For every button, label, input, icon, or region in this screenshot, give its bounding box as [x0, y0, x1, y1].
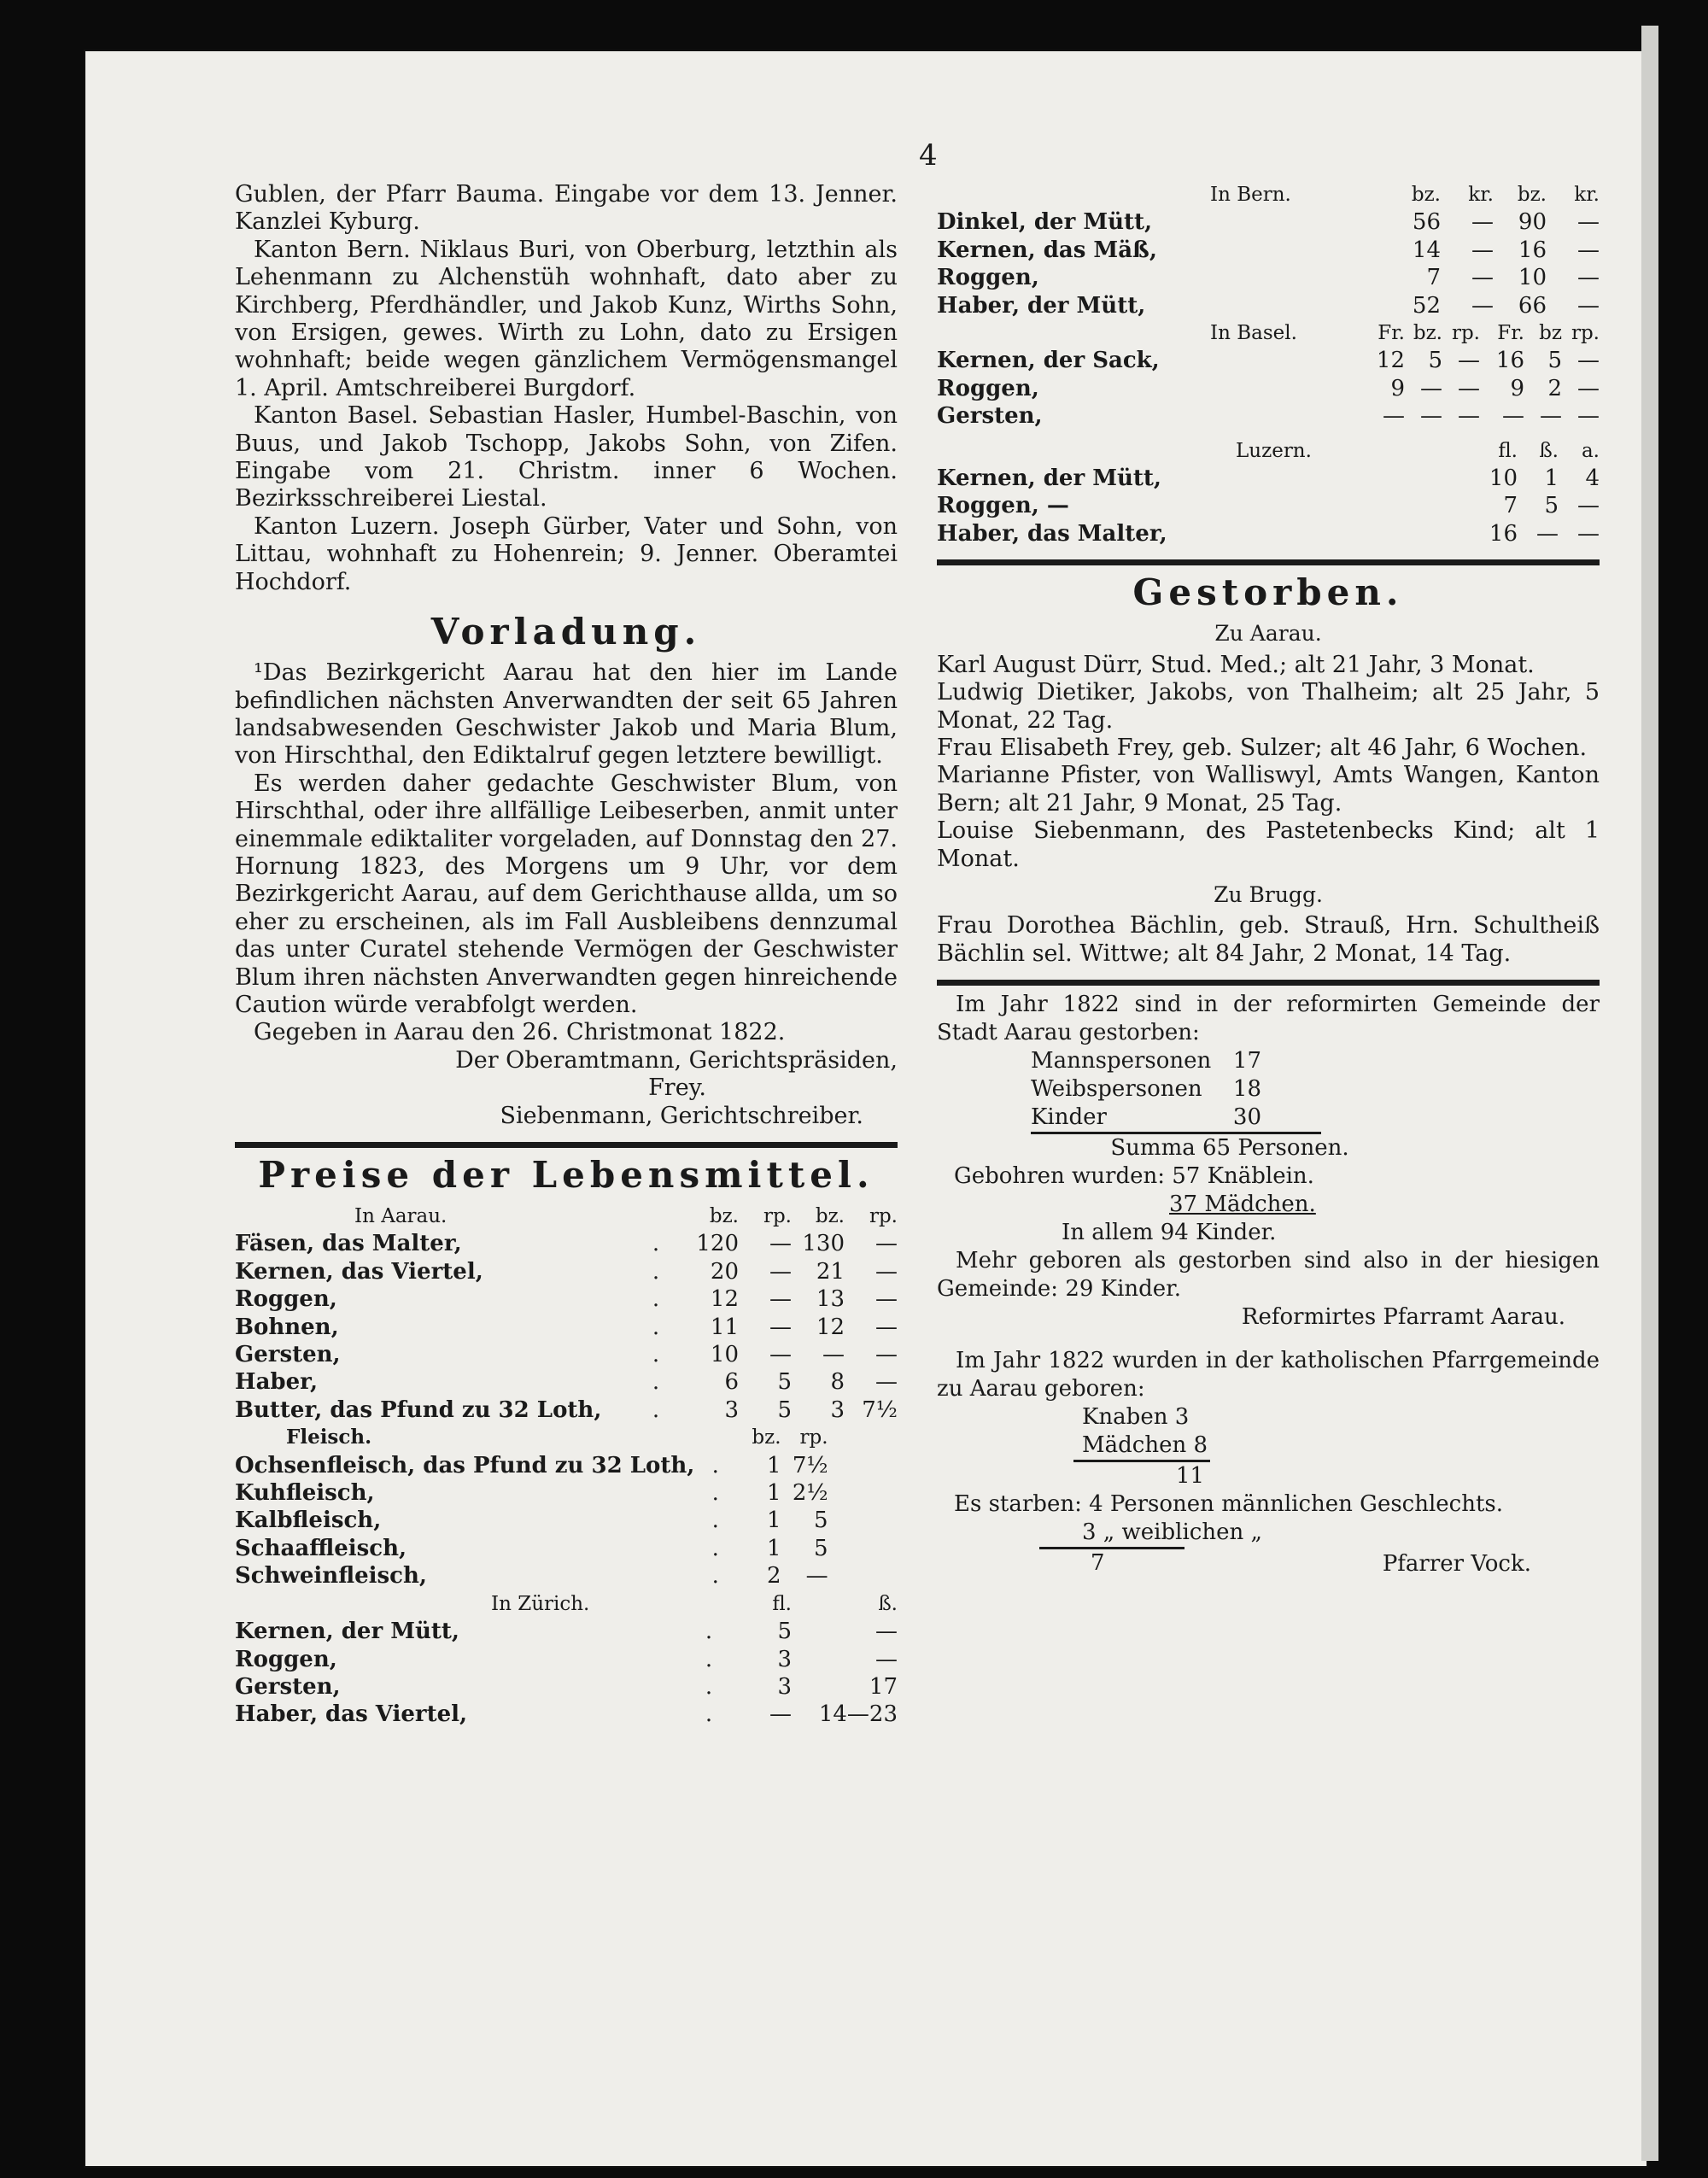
price-value: —	[1536, 520, 1559, 547]
price-value: 5	[777, 1369, 792, 1396]
price-value: 10	[1518, 265, 1547, 291]
prices-luzern-table	[937, 437, 1600, 548]
price-row	[235, 1701, 898, 1728]
price-item: Haber, der Mütt,	[937, 292, 1146, 319]
unit-header: bz.	[1517, 184, 1547, 206]
price-value: 10	[710, 1342, 739, 1368]
leader-dots: .	[711, 1508, 719, 1534]
price-item: Kuhfleisch,	[235, 1480, 375, 1507]
price-row	[937, 237, 1600, 264]
price-value: —	[1577, 292, 1600, 319]
death-entry: Frau Elisabeth Frey, geb. Sulzer; alt 46 Jahr, 6 Wochen.	[937, 734, 1588, 761]
price-value: —	[769, 1286, 792, 1313]
price-value: —	[1471, 237, 1494, 263]
table-header	[937, 319, 1600, 347]
price-value: 5	[777, 1396, 792, 1423]
price-value: —	[1458, 403, 1480, 430]
price-value: 16	[1518, 237, 1547, 263]
unit-header: bz.	[752, 1426, 781, 1449]
unit-header: bz.	[1413, 322, 1442, 345]
price-value: 2½	[792, 1480, 828, 1507]
unit-header: rp.	[1571, 322, 1600, 345]
price-value: 56	[1412, 209, 1441, 236]
stat-died: 3 „ weiblichen „	[1082, 1519, 1262, 1546]
price-value: 4	[1585, 465, 1600, 492]
stat-born: Gebohren wurden: 57 Knäblein.	[954, 1163, 1314, 1190]
unit-header: bz.	[709, 1205, 739, 1227]
price-value: 130	[802, 1231, 845, 1257]
death-entry: Frau Dorothea Bächlin, geb. Strauß, Hrn. Schultheiß Bächlin sel. Wittwe; alt 84 Jahr, 2 Monat, 14 Tag.	[937, 912, 1600, 967]
stat-intro: Im Jahr 1822 wurden in der katholischen Pfarrgemeinde zu Aarau geboren:	[937, 1348, 1600, 1402]
price-value: —	[1383, 403, 1405, 430]
price-value: 120	[696, 1231, 739, 1257]
price-row	[235, 1285, 898, 1313]
stat-row	[1031, 1075, 1261, 1104]
vorladung-signature: Siebenmann, Gerichtschreiber.	[500, 1102, 863, 1129]
stat-died: Es starben: 4 Personen männlichen Geschlechts.	[954, 1491, 1504, 1518]
stat-knaben: Knaben 3	[1082, 1404, 1190, 1431]
price-row	[235, 1646, 898, 1673]
stat-signature: Pfarrer Vock.	[1382, 1551, 1531, 1578]
price-value: —	[1458, 375, 1480, 401]
price-value: 5	[1547, 348, 1562, 374]
price-value: 1	[766, 1480, 781, 1507]
price-value: —	[1471, 292, 1494, 319]
price-value: —	[769, 1701, 792, 1728]
stat-signature: Reformirtes Pfarramt Aarau.	[1241, 1304, 1565, 1331]
death-list-brugg	[937, 912, 1600, 968]
leader-dots: .	[652, 1369, 660, 1396]
spacer	[828, 1562, 898, 1590]
unit-header: rp.	[799, 1426, 828, 1449]
price-value: —	[769, 1231, 792, 1257]
price-row	[937, 465, 1600, 492]
price-value: 11	[710, 1314, 739, 1340]
catholic-statistics	[937, 1347, 1600, 1578]
prices-aarau-table	[235, 1203, 898, 1424]
price-value: —	[875, 1231, 898, 1257]
price-value: 5	[814, 1508, 828, 1534]
vorladung-title: Vorladung.	[430, 611, 702, 653]
price-value: 16	[1495, 348, 1524, 374]
table-header	[937, 181, 1600, 208]
price-value: —	[875, 1342, 898, 1368]
stat-sum: 11	[1176, 1463, 1205, 1490]
price-value: —	[1420, 403, 1442, 430]
unit-header: rp.	[763, 1205, 792, 1227]
notice-paragraph: Kanton Bern. Niklaus Buri, von Oberburg, letzthin als Lehenmann zu Alchenstüh wohnhaft, dato aber zu Kirchberg, Pferdhändler, und Jakob Kunz, Wirths Sohn, von Ersigen, gewes. Wirth zu Lohn, dato zu Ersigen wohnhaft; beide wegen gänzlichem Vermögensmangel 1. April. Amtschreiberei Burgdorf.	[235, 236, 898, 401]
prices-fleisch-table	[235, 1424, 898, 1590]
notice-paragraph: Gublen, der Pfarr Bauma. Eingabe vor dem 13. Jenner. Kanzlei Kyburg.	[235, 181, 898, 236]
price-row	[235, 1562, 898, 1590]
price-row	[937, 264, 1600, 291]
price-row	[235, 1258, 898, 1285]
price-value: —	[1577, 209, 1600, 236]
price-value: —	[875, 1314, 898, 1340]
price-row	[235, 1230, 898, 1257]
price-value: 5	[777, 1619, 792, 1645]
price-item: Kernen, das Viertel,	[235, 1258, 483, 1285]
prices-title: Preise der Lebensmittel.	[258, 1154, 874, 1196]
unit-header: bz.	[1411, 184, 1441, 206]
price-item: Haber, das Viertel,	[235, 1701, 468, 1728]
price-row	[235, 1341, 898, 1368]
price-item: Kernen, der Mütt,	[235, 1619, 459, 1645]
price-value: 5	[1428, 348, 1442, 374]
price-item: Dinkel, der Mütt,	[937, 209, 1153, 236]
price-item: Schweinfleisch,	[235, 1563, 427, 1590]
stat-row	[1031, 1104, 1261, 1132]
leader-dots: .	[711, 1563, 719, 1590]
price-value: 7	[1503, 493, 1518, 519]
price-value: —	[1502, 403, 1524, 430]
price-value: 3	[830, 1396, 845, 1423]
price-value: —	[769, 1258, 792, 1285]
price-item: Haber,	[235, 1369, 318, 1396]
price-value: 1	[766, 1452, 781, 1478]
price-value: 7½	[792, 1452, 828, 1478]
price-value: —	[1577, 348, 1600, 374]
price-row	[937, 402, 1600, 430]
price-item: Kernen, der Sack,	[937, 348, 1160, 374]
location-header: Fleisch.	[286, 1426, 372, 1449]
reformed-statistics	[937, 991, 1600, 1332]
unit-header: Fr.	[1378, 322, 1405, 345]
price-row	[937, 208, 1600, 236]
price-value: —	[875, 1258, 898, 1285]
unit-header: fl.	[772, 1592, 792, 1615]
table-header	[235, 1590, 898, 1618]
stat-value: 18	[1232, 1076, 1261, 1103]
price-row	[235, 1535, 898, 1562]
right-column	[937, 181, 1600, 1578]
price-value: —	[1471, 265, 1494, 291]
price-item: Roggen,	[235, 1286, 337, 1313]
price-value: 12	[1376, 348, 1405, 374]
death-entry: Louise Siebenmann, des Pastetenbecks Kind; alt 1 Monat.	[937, 817, 1600, 872]
price-value: 9	[1510, 375, 1524, 401]
price-item: Roggen,	[937, 375, 1039, 401]
price-row	[235, 1673, 898, 1701]
notice-paragraph: Kanton Luzern. Joseph Gürber, Vater und Sohn, von Littau, wohnhaft zu Hohenrein; 9. Jenner. Oberamtei Hochdorf.	[235, 512, 898, 595]
price-value: 90	[1518, 209, 1547, 236]
leader-dots: .	[705, 1673, 713, 1700]
price-value: 5	[1544, 493, 1559, 519]
stat-died-sum: 7	[1091, 1550, 1105, 1577]
leader-dots: .	[652, 1286, 660, 1313]
stat-label: Mannspersonen	[1031, 1048, 1212, 1074]
price-row	[235, 1368, 898, 1396]
stat-intro: Im Jahr 1822 sind in der reformirten Gemeinde der Stadt Aarau gestorben:	[937, 992, 1600, 1046]
price-row	[937, 520, 1600, 547]
gestorben-title: Gestorben.	[1132, 571, 1404, 614]
stat-label: Weibspersonen	[1031, 1076, 1202, 1103]
price-row	[235, 1479, 898, 1507]
price-value: —	[769, 1314, 792, 1340]
leader-dots: .	[652, 1258, 660, 1285]
price-value: 7	[1426, 265, 1441, 291]
price-value: 13	[816, 1286, 845, 1313]
price-row	[937, 292, 1600, 319]
price-item: Gersten,	[235, 1342, 341, 1368]
price-value: —	[1577, 237, 1600, 263]
price-value: 3	[777, 1646, 792, 1672]
price-value: —	[875, 1286, 898, 1313]
price-item: Roggen, —	[937, 493, 1069, 519]
price-item: Fäsen, das Malter,	[235, 1231, 462, 1257]
price-value: —	[875, 1646, 898, 1672]
death-entry: Ludwig Dietiker, Jakobs, von Thalheim; alt 25 Jahr, 5 Monat, 22 Tag.	[937, 679, 1600, 734]
price-value: 2	[766, 1563, 781, 1590]
price-item: Haber, das Malter,	[937, 520, 1167, 547]
notice-paragraph: Kanton Basel. Sebastian Hasler, Humbel-Baschin, von Buus, und Jakob Tschopp, Jakobs Sohn, von Zifen. Eingabe vom 21. Christm. inner 6 Wochen. Bezirksschreiberei Liestal.	[235, 402, 898, 512]
leader-dots: .	[711, 1452, 719, 1478]
price-value: —	[1471, 209, 1494, 236]
leader-dots: .	[711, 1535, 719, 1561]
section-rule	[937, 980, 1600, 986]
price-value: 14—23	[818, 1701, 898, 1728]
leader-dots: .	[652, 1396, 660, 1423]
price-value: 21	[816, 1258, 845, 1285]
price-row	[235, 1452, 898, 1479]
price-value: 10	[1489, 465, 1518, 492]
price-value: 1	[766, 1535, 781, 1561]
price-value: 8	[830, 1369, 845, 1396]
price-row	[235, 1314, 898, 1341]
stat-summa: Summa 65 Personen.	[1110, 1135, 1349, 1162]
leader-dots: .	[652, 1231, 660, 1257]
price-row	[235, 1396, 898, 1424]
location-header: In Aarau.	[354, 1205, 447, 1227]
stat-row	[1031, 1047, 1261, 1075]
page-number: 4	[919, 138, 938, 173]
price-value: 52	[1412, 292, 1441, 319]
location-header: In Basel.	[1210, 322, 1297, 345]
spacer	[828, 1452, 898, 1479]
unit-header: rp.	[869, 1205, 898, 1227]
table-header	[937, 437, 1600, 465]
price-value: 2	[1547, 375, 1562, 401]
unit-header: kr.	[1468, 184, 1494, 206]
unit-header: ß.	[1539, 439, 1559, 462]
death-list-aarau	[937, 652, 1600, 873]
spacer	[828, 1535, 898, 1562]
price-value: —	[1540, 403, 1562, 430]
price-value: 16	[1489, 520, 1518, 547]
price-value: 14	[1412, 237, 1441, 263]
unit-header: ß.	[878, 1592, 898, 1615]
leader-dots: .	[705, 1619, 713, 1645]
stat-value: 17	[1232, 1048, 1261, 1074]
price-value: —	[875, 1369, 898, 1396]
prices-bern-table	[937, 181, 1600, 319]
vorladung-signature: Der Oberamtmann, Gerichtspräsiden,	[455, 1046, 898, 1074]
vorladung-signature: Frey.	[648, 1074, 706, 1102]
leader-dots: .	[705, 1701, 713, 1728]
stat-label: Kinder	[1031, 1104, 1107, 1131]
spacer	[828, 1479, 898, 1507]
death-entry: Karl August Dürr, Stud. Med.; alt 21 Jahr, 3 Monat.	[937, 651, 1535, 678]
left-column	[235, 181, 898, 1729]
price-value: 20	[710, 1258, 739, 1285]
price-row	[937, 347, 1600, 374]
price-value: 1	[1544, 465, 1559, 492]
price-value: 66	[1518, 292, 1547, 319]
place-subtitle: Zu Aarau.	[1214, 621, 1322, 647]
section-rule	[235, 1142, 898, 1148]
location-header: In Zürich.	[491, 1592, 590, 1615]
price-item: Gersten,	[235, 1673, 341, 1700]
stat-born: 37 Mädchen.	[1169, 1191, 1316, 1218]
leader-dots: .	[705, 1646, 713, 1672]
price-value: 17	[869, 1673, 898, 1700]
unit-header: bz	[1539, 322, 1562, 345]
price-value: —	[1577, 265, 1600, 291]
price-item: Butter, das Pfund zu 32 Loth,	[235, 1396, 602, 1423]
price-item: Kalbfleisch,	[235, 1508, 382, 1534]
price-item: Ochsenfleisch, das Pfund zu 32 Loth,	[235, 1452, 695, 1478]
stat-value: 30	[1232, 1104, 1261, 1131]
stat-more: Mehr geboren als gestorben sind also in der hiesigen Gemeinde: 29 Kinder.	[937, 1248, 1600, 1303]
price-item: Roggen,	[937, 265, 1039, 291]
page-edge	[1641, 26, 1658, 2161]
unit-header: a.	[1581, 439, 1600, 462]
vorladung-paragraph: Es werden daher gedachte Geschwister Blum, von Hirschthal, oder ihre allfällige Leibeserben, anmit unter einemmale ediktaliter vorgeladen, auf Donnstag den 27. Hornung 1823, des Morgens um 9 Uhr, vor dem Bezirkgericht Aarau, auf dem Gerichthause allda, um so eher zu erscheinen, als im Fall Ausbleibens dennzumal das unter Curatel stehende Vermögen der Geschwister Blum ihren nächsten Anverwandten gegen hinreichende Caution würde verabfolgt werden.	[235, 770, 898, 1018]
price-value: 12	[710, 1286, 739, 1313]
price-item: Gersten,	[937, 403, 1043, 430]
price-value: —	[1577, 493, 1600, 519]
price-value: 6	[724, 1369, 739, 1396]
price-value: 5	[814, 1535, 828, 1561]
price-row	[937, 375, 1600, 402]
price-value: 7½	[862, 1396, 898, 1423]
section-rule	[937, 559, 1600, 565]
price-value: —	[875, 1619, 898, 1645]
price-value: —	[1577, 375, 1600, 401]
unit-header: fl.	[1498, 439, 1518, 462]
price-item: Kernen, der Mütt,	[937, 465, 1161, 492]
leader-dots: .	[652, 1314, 660, 1340]
unit-header: rp.	[1451, 322, 1480, 345]
price-value: 1	[766, 1508, 781, 1534]
stat-maedchen: Mädchen 8	[1082, 1432, 1208, 1459]
price-item: Bohnen,	[235, 1314, 339, 1340]
unit-header: bz.	[815, 1205, 845, 1227]
death-entry: Marianne Pfister, von Walliswyl, Amts Wangen, Kanton Bern; alt 21 Jahr, 9 Monat, 25 Tag.	[937, 762, 1600, 817]
price-value: —	[805, 1563, 828, 1590]
price-value: —	[1420, 375, 1442, 401]
prices-zurich-table	[235, 1590, 898, 1729]
price-value: —	[1458, 348, 1480, 374]
stat-total: In allem 94 Kinder.	[1062, 1220, 1277, 1246]
unit-header: kr.	[1574, 184, 1600, 206]
price-value: —	[822, 1342, 845, 1368]
price-value: —	[1577, 403, 1600, 430]
price-row	[235, 1507, 898, 1534]
price-value: 3	[777, 1673, 792, 1700]
price-item: Kernen, das Mäß,	[937, 237, 1157, 263]
vorladung-paragraph: ¹Das Bezirkgericht Aarau hat den hier im Lande befindlichen nächsten Anverwandten der seit 65 Jahren landsabwesenden Geschwister Jakob und Maria Blum, von Hirschthal, den Ediktalruf gegen letztere bewilligt.	[235, 659, 898, 770]
price-item: Schaaffleisch,	[235, 1535, 407, 1561]
price-value: —	[769, 1342, 792, 1368]
price-item: Roggen,	[235, 1646, 337, 1672]
location-header: Luzern.	[1236, 439, 1312, 462]
unit-header: Fr.	[1497, 322, 1524, 345]
price-value: 12	[816, 1314, 845, 1340]
place-subtitle: Zu Brugg.	[1214, 881, 1323, 907]
price-value: 9	[1390, 375, 1405, 401]
spacer	[828, 1507, 898, 1534]
vorladung-date: Gegeben in Aarau den 26. Christmonat 1822.	[254, 1019, 786, 1046]
location-header: In Bern.	[1210, 184, 1291, 206]
prices-basel-table	[937, 319, 1600, 430]
price-row	[937, 492, 1600, 519]
leader-dots: .	[652, 1342, 660, 1368]
leader-dots: .	[711, 1480, 719, 1507]
table-header	[235, 1203, 898, 1230]
price-value: 3	[724, 1396, 739, 1423]
price-value: —	[1577, 520, 1600, 547]
price-row	[235, 1618, 898, 1645]
table-header	[235, 1424, 898, 1451]
